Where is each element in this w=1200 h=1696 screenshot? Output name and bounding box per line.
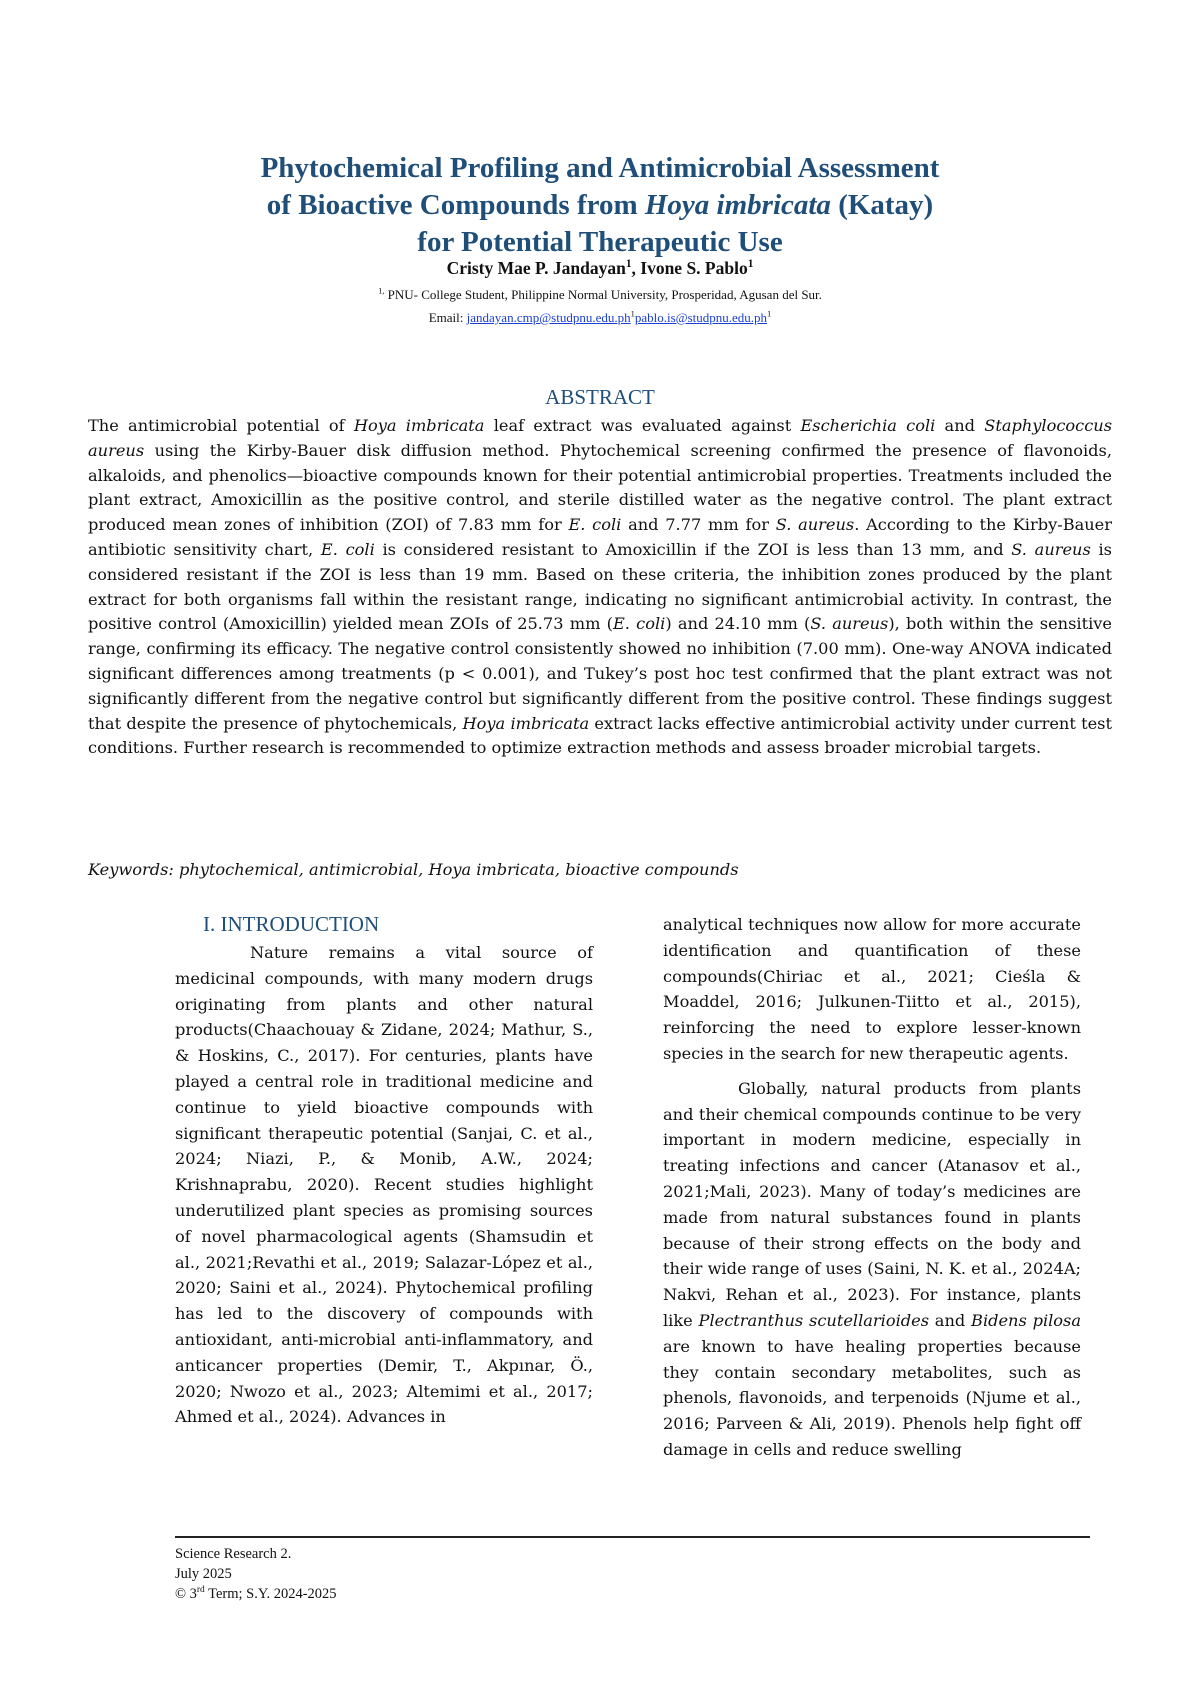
abstract-text: ), both within the sensitive range, confirming its efficacy. The negative control consistently showed no inhibition (7.00 mm). One-way ANOVA indicated significant differences among treatments (p < 0.001), and Tukey’s post hoc test confirmed that the plant extract was not significantly different from the negative control but significantly different from the positive control. These findings suggest that despite the presence of phytochemicals, <box>88 614 1112 733</box>
email-sup: 1 <box>767 308 772 319</box>
title-line-1: Phytochemical Profiling and Antimicrobial Assessment <box>260 152 940 184</box>
species-name: S. aureus <box>775 515 855 535</box>
title-text: of Bioactive Compounds from <box>266 189 645 221</box>
email-link-1[interactable]: jandayan.cmp@studpnu.edu.ph <box>466 310 631 325</box>
abstract-body <box>88 414 1112 761</box>
section-heading-introduction: I. INTRODUCTION <box>203 912 380 936</box>
abstract-text: leaf extract was evaluated against <box>484 416 801 435</box>
affiliation <box>0 287 1200 303</box>
species-name: E. coli <box>568 515 622 535</box>
species-name: Escherichia coli <box>800 416 936 435</box>
column-right <box>663 912 1081 1463</box>
species-name: Hoya imbricata <box>462 713 590 733</box>
affil-text: PNU- College Student, Philippine Normal University, Prosperidad, Agusan del Sur. <box>384 287 822 302</box>
species-name: Plectranthus scutellarioides <box>698 1310 930 1330</box>
author-name: Ivone S. Pablo <box>640 258 748 278</box>
author-list <box>0 258 1200 279</box>
species-name: E. coli <box>612 614 666 634</box>
paper-title <box>0 150 1200 261</box>
intro-paragraph-1-continued: analytical techniques now allow for more accurate identification and quantification of these compounds(Chiriac et al., 2021; Cieśla & Moaddel, 2016; Julkunen-Tiitto et al., 2015), reinforcing the need to explore lesser-known species in the search for new therapeutic agents. <box>663 915 1081 1063</box>
email-link-2[interactable]: pablo.is@studpnu.edu.ph <box>634 310 768 325</box>
footer-text: Term; S.Y. 2024-2025 <box>204 1586 337 1602</box>
page-footer <box>175 1544 337 1604</box>
footer-date: July 2025 <box>175 1566 232 1582</box>
column-left <box>175 912 593 1430</box>
affil-marker: 1, <box>378 285 385 296</box>
author-name: Cristy Mae P. Jandayan <box>446 258 626 278</box>
abstract-text: using the Kirby-Bauer disk diffusion method. Phytochemical screening confirmed the presence of flavonoids, alkaloids, and phenolics—bioactive compounds known for their potential antimicrobial properties. Treatments included the plant extract, Amoxicillin as the positive control, and sterile distilled water as the negative control. The plant extract produced mean zones of inhibition (ZOI) of 7.83 mm for <box>88 440 1112 535</box>
para-text: Globally, natural products from plants and their chemical compounds continue to be very important in modern medicine, especially in treating infections and cancer (Atanasov et al., 2021;Mali, 2023). Many of today’s medicines are made from natural substances found in plants because of their strong effects on the body and their wide range of uses (Saini, N. K. et al., 2024A; Nakvi, Rehan et al., 2023). For instance, plants like <box>663 1078 1082 1330</box>
abstract-text: is considered resistant if the ZOI is less than 19 mm. Based on these criteria, the inhibition zones produced by the plant extract for both organisms fall within the resistant range, indicating no significant antimicrobial activity. In contrast, the positive control (Amoxicillin) yielded mean ZOIs of 25.73 mm ( <box>88 539 1112 634</box>
email-label: Email: <box>428 310 467 325</box>
author-sep: , <box>631 258 641 278</box>
abstract-text: is considered resistant to Amoxicillin if the ZOI is less than 13 mm, and <box>374 539 1012 559</box>
para-text: and <box>929 1310 972 1330</box>
footer-divider <box>175 1536 1090 1538</box>
title-species: Hoya imbricata <box>644 189 831 221</box>
para-text: are known to have healing properties because they contain secondary metabolites, such as phenols, flavonoids, and terpenoids (Njume et al., 2016; Parveen & Ali, 2019). Phenols help fight off damage in cells and reduce swelling <box>663 1336 1081 1459</box>
intro-paragraph-1: Nature remains a vital source of medicinal compounds, with many modern drugs originating from plants and other natural products(Chaachouay & Zidane, 2024; Mathur, S., & Hoskins, C., 2017). For centuries, plants have played a central role in traditional medicine and continue to yield bioactive compounds with significant therapeutic potential (Sanjai, C. et al., 2024; Niazi, P., & Monib, A.W., 2024; Krishnaprabu, 2020). Recent studies highlight underutilized plant species as promising sources of novel pharmacological agents (Shamsudin et al., 2021;Revathi et al., 2019; Salazar-López et al., 2020; Saini et al., 2024). Phytochemical profiling has led to the discovery of compounds with antioxidant, anti-microbial anti-inflammatory, and anticancer properties (Demir, T., Akpınar, Ö., 2020; Nwozo et al., 2023; Altemimi et al., 2017; Ahmed et al., 2024). Advances in <box>175 943 593 1427</box>
author-sup: 1 <box>747 258 754 271</box>
abstract-heading: ABSTRACT <box>545 385 655 409</box>
title-line-3: for Potential Therapeutic Use <box>417 226 783 258</box>
intro-paragraph-2 <box>663 1076 1081 1463</box>
species-name: S. aureus <box>1011 539 1091 559</box>
email-line <box>0 310 1200 326</box>
author-sup: 1 <box>625 258 632 271</box>
abstract-text: and <box>935 416 985 435</box>
footer-text: © 3 <box>175 1586 197 1602</box>
abstract-text: . According to the Kirby-Bauer antibiotic sensitivity chart, <box>88 515 1112 559</box>
title-line-2 <box>0 187 1200 224</box>
title-text: (Katay) <box>830 189 934 221</box>
species-name: E. coli <box>320 539 375 559</box>
species-name: S. aureus <box>810 614 889 634</box>
email-sup: 1 <box>630 308 635 319</box>
species-name: Bidens pilosa <box>971 1310 1082 1330</box>
species-name: Hoya imbricata <box>353 416 485 435</box>
abstract-text: ) and 24.10 mm ( <box>665 614 811 634</box>
abstract-text: The antimicrobial potential of <box>88 416 354 435</box>
footer-course: Science Research 2. <box>175 1546 292 1562</box>
footer-term <box>175 1584 337 1604</box>
species-name: Staphylococcus aureus <box>88 416 1113 460</box>
keywords: Keywords: phytochemical, antimicrobial, Hoya imbricata, bioactive compounds <box>88 860 739 879</box>
abstract-text: and 7.77 mm for <box>621 515 776 535</box>
footer-sup: rd <box>196 1585 205 1596</box>
abstract-text: extract lacks effective antimicrobial activity under current test conditions. Further research is recommended to optimize extraction methods and assess broader microbial targets. <box>88 713 1112 758</box>
